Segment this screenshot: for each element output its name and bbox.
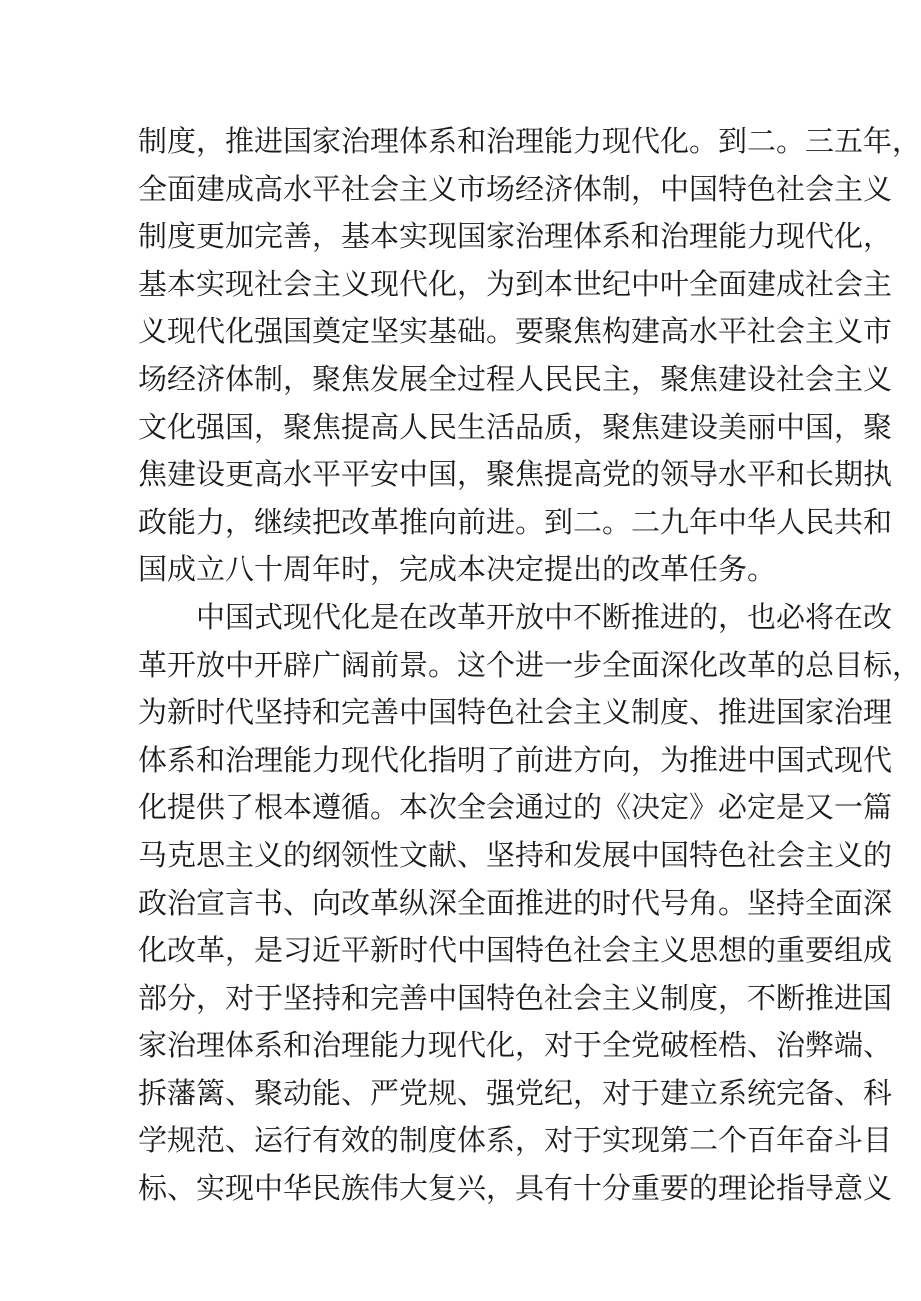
text-line: 学规范、运行有效的制度体系，对于实现第二个百年奋斗目: [138, 1123, 893, 1158]
text-line: 义现代化强国奠定坚实基础。要聚焦构建高水平社会主义市: [138, 314, 893, 349]
text-line: 国成立八十周年时，完成本决定提出的改革任务。: [138, 552, 777, 587]
text-line: 场经济体制，聚焦发展全过程人民民主，聚焦建设社会主义: [138, 361, 893, 396]
text-line: 全面建成高水平社会主义市场经济体制，中国特色社会主义: [138, 171, 893, 206]
text-line: 政治宣言书、向改革纵深全面推进的时代号角。坚持全面深: [138, 885, 893, 920]
text-line: 化提供了根本遵循。本次全会通过的《决定》必定是又一篇: [138, 790, 893, 825]
text-line: 文化强国，聚焦提高人民生活品质，聚焦建设美丽中国，聚: [138, 409, 893, 444]
text-line: 制度，推进国家治理体系和治理能力现代化。到二。三五年，: [138, 124, 921, 158]
text-line: 焦建设更高水平平安中国，聚焦提高党的领导水平和长期执: [138, 457, 893, 492]
text-line: 革开放中开辟广阔前景。这个进一步全面深化改革的总目标，: [138, 647, 921, 682]
paragraph-2: [138, 594, 921, 1213]
text-line: 标、实现中华民族伟大复兴，具有十分重要的理论指导意义: [138, 1171, 893, 1206]
text-line: 体系和治理能力现代化指明了前进方向，为推进中国式现代: [138, 742, 893, 777]
text-line: 政能力，继续把改革推向前进。到二。二九年中华人民共和: [138, 504, 893, 539]
text-line: 化改革，是习近平新时代中国特色社会主义思想的重要组成: [138, 933, 893, 968]
text-line: 基本实现社会主义现代化，为到本世纪中叶全面建成社会主: [138, 266, 893, 301]
text-line: 马克思主义的纲领性文献、坚持和发展中国特色社会主义的: [138, 837, 893, 872]
text-line: 为新时代坚持和完善中国特色社会主义制度、推进国家治理: [138, 695, 893, 730]
paragraph-1: [138, 118, 921, 594]
body-text: [138, 118, 921, 1213]
text-line: 制度更加完善，基本实现国家治理体系和治理能力现代化，: [138, 219, 893, 254]
text-line: 中国式现代化是在改革开放中不断推进的，也必将在改: [196, 599, 893, 634]
text-line: 部分，对于坚持和完善中国特色社会主义制度，不断推进国: [138, 980, 893, 1015]
text-line: 家治理体系和治理能力现代化，对于全党破桎梏、治弊端、: [138, 1028, 893, 1063]
text-line: 拆藩篱、聚动能、严党规、强党纪，对于建立系统完备、科: [138, 1075, 893, 1110]
